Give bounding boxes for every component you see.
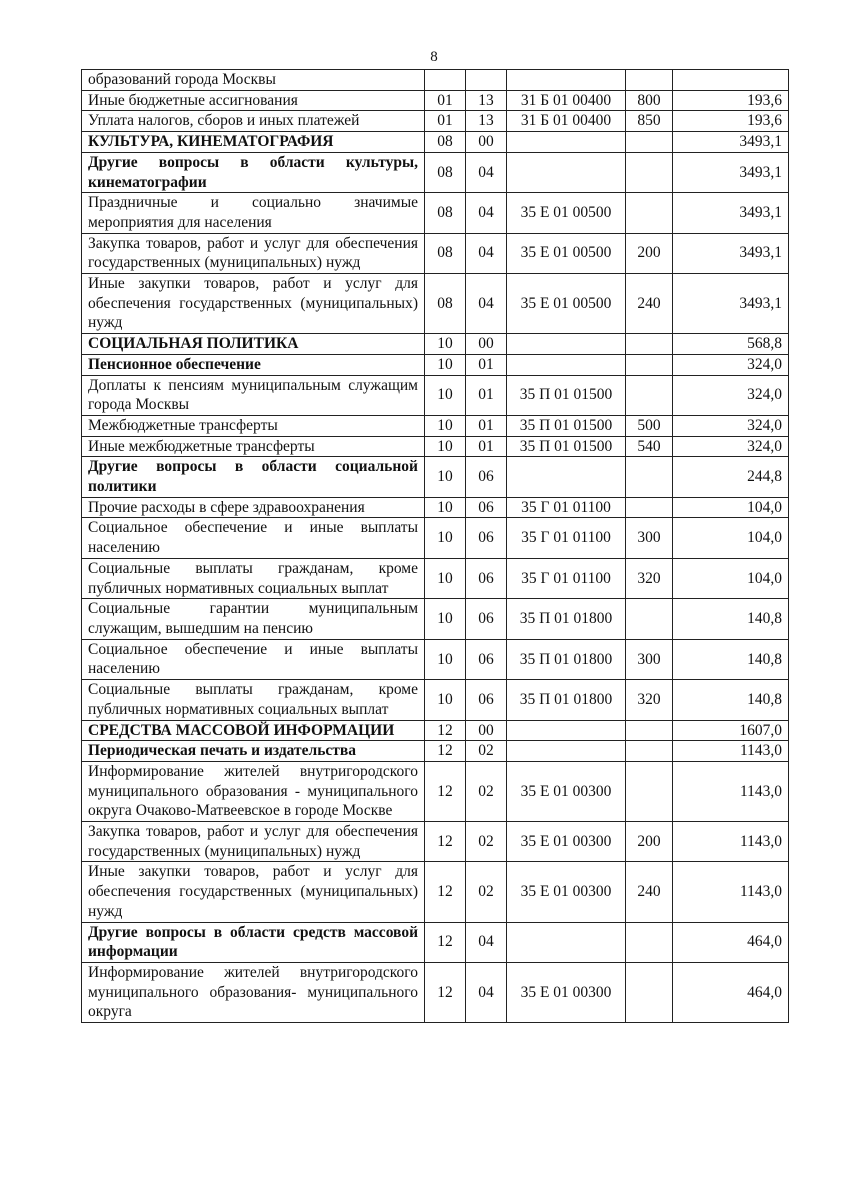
expense-item-name: Межбюджетные трансферты: [82, 415, 425, 436]
amount: 140,8: [673, 639, 789, 679]
expense-type-code: 800: [626, 90, 673, 111]
expense-type-code: [626, 962, 673, 1022]
expense-item-name: образований города Москвы: [82, 70, 425, 91]
section-code: 10: [425, 558, 466, 598]
expense-type-code: [626, 720, 673, 741]
subsection-code: 02: [466, 761, 507, 821]
subsection-code: 00: [466, 720, 507, 741]
table-row: [82, 558, 789, 598]
expense-item-name: Закупка товаров, работ и услуг для обеспечения государственных (муниципальных) нужд: [82, 822, 425, 862]
table-row: [82, 90, 789, 111]
expense-type-code: [626, 152, 673, 192]
subsection-code: 04: [466, 233, 507, 273]
table-row: [82, 354, 789, 375]
expense-type-code: 320: [626, 680, 673, 720]
subsection-code: 01: [466, 436, 507, 457]
amount: 104,0: [673, 518, 789, 558]
expense-item-name: Другие вопросы в области средств массовой информации: [82, 922, 425, 962]
table-row: [82, 962, 789, 1022]
section-code: 10: [425, 497, 466, 518]
section-code: 10: [425, 334, 466, 355]
amount: 3493,1: [673, 132, 789, 153]
amount: 193,6: [673, 111, 789, 132]
target-article-code: [507, 152, 626, 192]
expense-item-name: Социальные выплаты гражданам, кроме публичных нормативных социальных выплат: [82, 680, 425, 720]
subsection-code: [466, 70, 507, 91]
amount: 104,0: [673, 497, 789, 518]
section-code: 10: [425, 436, 466, 457]
subsection-code: 02: [466, 862, 507, 922]
expense-type-code: 200: [626, 822, 673, 862]
table-row: [82, 497, 789, 518]
section-code: 12: [425, 822, 466, 862]
expense-item-name: Закупка товаров, работ и услуг для обеспечения государственных (муниципальных) нужд: [82, 233, 425, 273]
expense-type-code: 540: [626, 436, 673, 457]
section-code: 12: [425, 962, 466, 1022]
section-code: 01: [425, 111, 466, 132]
subsection-code: 01: [466, 354, 507, 375]
expense-type-code: [626, 761, 673, 821]
amount: 140,8: [673, 599, 789, 639]
table-row: [82, 233, 789, 273]
table-row: [82, 639, 789, 679]
expense-item-name: Иные межбюджетные трансферты: [82, 436, 425, 457]
subsection-code: 02: [466, 822, 507, 862]
target-article-code: [507, 720, 626, 741]
expense-item-name: Периодическая печать и издательства: [82, 741, 425, 762]
table-row: [82, 922, 789, 962]
target-article-code: 35 П 01 01500: [507, 375, 626, 415]
section-code: 10: [425, 375, 466, 415]
subsection-code: 06: [466, 639, 507, 679]
section-code: 08: [425, 152, 466, 192]
expense-item-name: Иные закупки товаров, работ и услуг для обеспечения государственных (муниципальных) нужд: [82, 862, 425, 922]
target-article-code: [507, 132, 626, 153]
expense-type-code: 300: [626, 639, 673, 679]
target-article-code: 35 П 01 01800: [507, 680, 626, 720]
subsection-code: 04: [466, 274, 507, 334]
target-article-code: 35 Е 01 00300: [507, 962, 626, 1022]
expense-item-name: Праздничные и социально значимые мероприятия для населения: [82, 193, 425, 233]
amount: 244,8: [673, 457, 789, 497]
subsection-code: 01: [466, 375, 507, 415]
target-article-code: 35 Е 01 00300: [507, 862, 626, 922]
table-row: [82, 457, 789, 497]
table-row: [82, 132, 789, 153]
expense-type-code: [626, 70, 673, 91]
target-article-code: 35 П 01 01500: [507, 436, 626, 457]
amount: 140,8: [673, 680, 789, 720]
expense-type-code: [626, 354, 673, 375]
expense-type-code: [626, 741, 673, 762]
expense-item-name: Информирование жителей внутригородского муниципального образования- муниципального округа: [82, 962, 425, 1022]
section-code: 12: [425, 741, 466, 762]
table-row: [82, 862, 789, 922]
expense-type-code: 300: [626, 518, 673, 558]
target-article-code: 35 Г 01 01100: [507, 518, 626, 558]
amount: 464,0: [673, 962, 789, 1022]
target-article-code: 35 П 01 01800: [507, 599, 626, 639]
expense-item-name: Другие вопросы в области культуры, кинематографии: [82, 152, 425, 192]
amount: 324,0: [673, 436, 789, 457]
expense-type-code: 320: [626, 558, 673, 598]
table-row: [82, 761, 789, 821]
table-row: [82, 193, 789, 233]
subsection-code: 13: [466, 111, 507, 132]
expense-item-name: Доплаты к пенсиям муниципальным служащим города Москвы: [82, 375, 425, 415]
subsection-code: 06: [466, 518, 507, 558]
amount: 1143,0: [673, 741, 789, 762]
expense-item-name: Социальное обеспечение и иные выплаты населению: [82, 518, 425, 558]
table-row: [82, 334, 789, 355]
expense-item-name: СОЦИАЛЬНАЯ ПОЛИТИКА: [82, 334, 425, 355]
table-row: [82, 70, 789, 91]
amount: 464,0: [673, 922, 789, 962]
expense-type-code: 200: [626, 233, 673, 273]
target-article-code: 35 Е 01 00500: [507, 233, 626, 273]
expense-type-code: 850: [626, 111, 673, 132]
target-article-code: 35 Е 01 00300: [507, 822, 626, 862]
section-code: 12: [425, 761, 466, 821]
subsection-code: 00: [466, 334, 507, 355]
section-code: 10: [425, 680, 466, 720]
page-number: 8: [430, 49, 438, 65]
expense-type-code: [626, 193, 673, 233]
section-code: 12: [425, 922, 466, 962]
section-code: 10: [425, 639, 466, 679]
table-row: [82, 822, 789, 862]
section-code: 10: [425, 415, 466, 436]
expense-item-name: Социальные гарантии муниципальным служащим, вышедшим на пенсию: [82, 599, 425, 639]
table-row: [82, 415, 789, 436]
expense-type-code: [626, 132, 673, 153]
expense-item-name: СРЕДСТВА МАССОВОЙ ИНФОРМАЦИИ: [82, 720, 425, 741]
subsection-code: 04: [466, 193, 507, 233]
target-article-code: 31 Б 01 00400: [507, 90, 626, 111]
expense-type-code: [626, 922, 673, 962]
target-article-code: 35 Е 01 00300: [507, 761, 626, 821]
section-code: 01: [425, 90, 466, 111]
table-row: [82, 375, 789, 415]
amount: 193,6: [673, 90, 789, 111]
target-article-code: 35 Г 01 01100: [507, 497, 626, 518]
table-row: [82, 720, 789, 741]
subsection-code: 04: [466, 962, 507, 1022]
amount: 1143,0: [673, 761, 789, 821]
amount: 568,8: [673, 334, 789, 355]
amount: 324,0: [673, 375, 789, 415]
table-row: [82, 152, 789, 192]
section-code: 10: [425, 354, 466, 375]
expense-type-code: [626, 599, 673, 639]
subsection-code: 00: [466, 132, 507, 153]
table-row: [82, 741, 789, 762]
section-code: [425, 70, 466, 91]
subsection-code: 01: [466, 415, 507, 436]
expense-type-code: 240: [626, 274, 673, 334]
section-code: 08: [425, 274, 466, 334]
section-code: 12: [425, 720, 466, 741]
section-code: 10: [425, 599, 466, 639]
target-article-code: [507, 922, 626, 962]
expense-item-name: Пенсионное обеспечение: [82, 354, 425, 375]
expense-item-name: Социальные выплаты гражданам, кроме публичных нормативных социальных выплат: [82, 558, 425, 598]
subsection-code: 04: [466, 922, 507, 962]
amount: 104,0: [673, 558, 789, 598]
subsection-code: 06: [466, 457, 507, 497]
subsection-code: 04: [466, 152, 507, 192]
amount: 3493,1: [673, 152, 789, 192]
amount: 3493,1: [673, 274, 789, 334]
target-article-code: 35 Г 01 01100: [507, 558, 626, 598]
table-row: [82, 111, 789, 132]
amount: 324,0: [673, 415, 789, 436]
table-body: [82, 70, 789, 1023]
table-row: [82, 599, 789, 639]
budget-expenditure-table: [81, 69, 789, 1023]
section-code: 08: [425, 233, 466, 273]
amount: 1143,0: [673, 822, 789, 862]
target-article-code: 35 Е 01 00500: [507, 274, 626, 334]
expense-item-name: Прочие расходы в сфере здравоохранения: [82, 497, 425, 518]
expense-item-name: Другие вопросы в области социальной политики: [82, 457, 425, 497]
expense-item-name: Информирование жителей внутригородского муниципального образования - муниципального округа Очаково-Матвеевское в городе Москве: [82, 761, 425, 821]
target-article-code: 35 Е 01 00500: [507, 193, 626, 233]
target-article-code: [507, 741, 626, 762]
expense-item-name: Иные бюджетные ассигнования: [82, 90, 425, 111]
section-code: 10: [425, 518, 466, 558]
section-code: 12: [425, 862, 466, 922]
subsection-code: 06: [466, 599, 507, 639]
table-row: [82, 518, 789, 558]
section-code: 08: [425, 193, 466, 233]
expense-type-code: [626, 375, 673, 415]
amount: 3493,1: [673, 233, 789, 273]
subsection-code: 13: [466, 90, 507, 111]
amount: 1143,0: [673, 862, 789, 922]
subsection-code: 06: [466, 558, 507, 598]
subsection-code: 06: [466, 680, 507, 720]
target-article-code: [507, 457, 626, 497]
expense-item-name: Иные закупки товаров, работ и услуг для обеспечения государственных (муниципальных) нужд: [82, 274, 425, 334]
expense-type-code: [626, 497, 673, 518]
target-article-code: [507, 70, 626, 91]
subsection-code: 06: [466, 497, 507, 518]
table-row: [82, 436, 789, 457]
table-row: [82, 680, 789, 720]
expense-item-name: КУЛЬТУРА, КИНЕМАТОГРАФИЯ: [82, 132, 425, 153]
expense-type-code: 240: [626, 862, 673, 922]
amount: [673, 70, 789, 91]
expense-type-code: [626, 334, 673, 355]
target-article-code: 35 П 01 01500: [507, 415, 626, 436]
expense-item-name: Уплата налогов, сборов и иных платежей: [82, 111, 425, 132]
expense-type-code: [626, 457, 673, 497]
subsection-code: 02: [466, 741, 507, 762]
section-code: 10: [425, 457, 466, 497]
section-code: 08: [425, 132, 466, 153]
amount: 324,0: [673, 354, 789, 375]
table-row: [82, 274, 789, 334]
target-article-code: [507, 334, 626, 355]
expense-type-code: 500: [626, 415, 673, 436]
target-article-code: 35 П 01 01800: [507, 639, 626, 679]
amount: 3493,1: [673, 193, 789, 233]
target-article-code: [507, 354, 626, 375]
expense-item-name: Социальное обеспечение и иные выплаты населению: [82, 639, 425, 679]
amount: 1607,0: [673, 720, 789, 741]
target-article-code: 31 Б 01 00400: [507, 111, 626, 132]
